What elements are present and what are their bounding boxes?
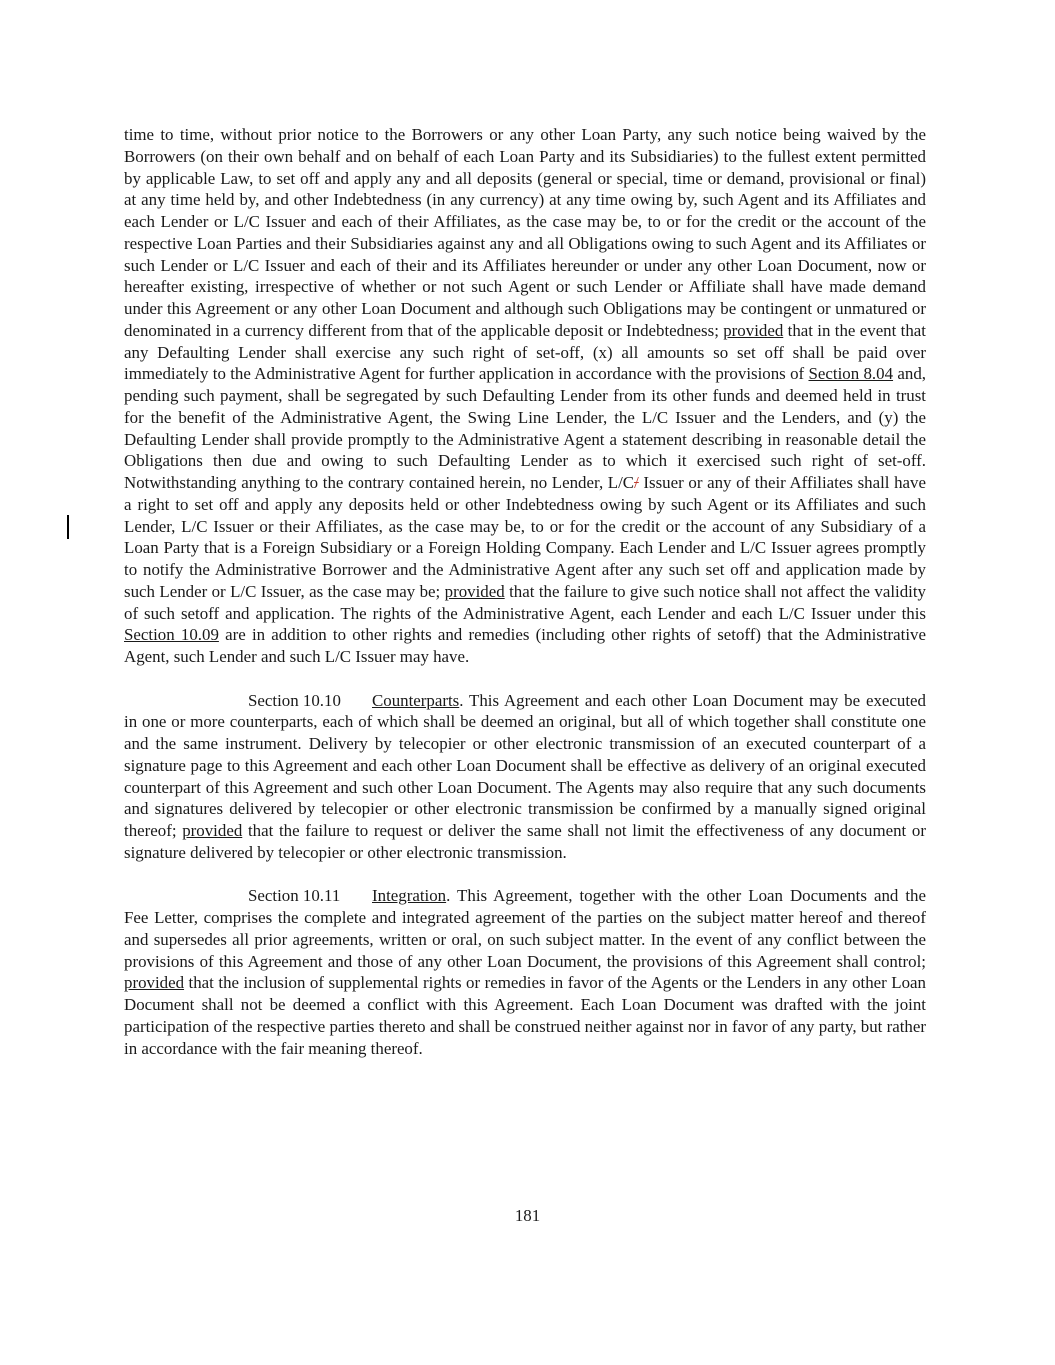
text-segment: and, pending such payment, shall be segregated by such Defaulting Lender from its other funds and deemed held in trust for the benefit of the Administrative Agent, the Swing Line Lender, the L/C Issuer and the Lenders, and (y) the Defaulting Lender shall provide promptly to the Administrative Agent a statement describing in reasonable detail the Obligations then due and owing to such Defaulting Lender as to which it exercised such right of set-off. Notwithstanding anything to the contrary contained herein, no Lender, L/C [124,364,926,492]
section-reference: Section 8.04 [808,364,894,384]
deleted-mark: / [634,473,639,492]
text-segment: . This Agreement, together with the other Loan Documents and the Fee Letter, comprises the complete and integrated agreement of the parties on the subject matter hereof and thereof and supersedes all prior agreements, written or oral, on such subject matter. In the event of any conflict between the provisions of this Agreement and those of any other Loan Document, the provisions of this Agreement shall control; [124,886,926,971]
text-segment: Issuer or any of their Affiliates shall have a right to set off and apply any deposits held or other Indebtedness owing by such Agent or its Affiliates and such Lender, L/C Issuer or their Affiliates, as the case may be, to or for the credit or the account of any Subsidiary of a Loan Party that is a Foreign Subsidiary or a Foreign Holding Company. Each Lender and L/C Issuer agrees promptly to notify the Administrative Borrower and the Administrative Agent after any such set off and application made by such Lender or L/C Issuer, as the case may be; [124,473,926,601]
provided-term: provided [444,581,505,601]
paragraph-section-10-11 [124,885,926,1059]
document-body [124,124,926,1059]
provided-term: provided [124,973,185,993]
revision-change-bar [67,515,69,539]
text-segment: are in addition to other rights and remedies (including other rights of setoff) that the Administrative Agent, such Lender and such L/C Issuer may have. [124,625,927,666]
paragraph-setoff [124,124,926,668]
section-reference: Section 10.09 [124,625,219,645]
section-number: Section 10.11 [248,886,341,906]
text-segment: that the failure to request or deliver the same shall not limit the effectiveness of any document or signature delivered by telecopier or other electronic transmission. [124,821,926,862]
section-heading: Integration [372,886,447,906]
page-number: 181 [514,1206,541,1225]
text-segment: time to time, without prior notice to the Borrowers or any other Loan Party, any such notice being waived by the Borrowers (on their own behalf and on behalf of each Loan Party and its Subsidiaries) to the fullest extent permitted by applicable Law, to set off and apply any and all deposits (general or special, time or demand, provisional or final) at any time held by, and other Indebtedness (in any currency) at any time owing by, such Agent and its Affiliates and each Lender or L/C Issuer and each of their Affiliates, as the case may be, to or for the credit or the account of the respective Loan Parties and their Subsidiaries against any and all Obligations owing to such Agent and its Affiliates or such Lender or L/C Issuer and each of their and its Affiliates hereunder or under any other Loan Document, now or hereafter existing, irrespective of whether or not such Agent or such Lender or Affiliate shall have made demand under this Agreement or any other Loan Document and although such Obligations may be contingent or unmatured or denominated in a currency different from that of the applicable deposit or Indebtedness; [124,125,926,340]
section-number: Section 10.10 [248,690,341,710]
text-segment: that the inclusion of supplemental rights or remedies in favor of the Agents or the Lenders in any other Loan Document shall not be deemed a conflict with this Agreement. Each Loan Document was drafted with the joint participation of the respective parties thereto and shall be construed neither against nor in favor of any party, but rather in accordance with the fair meaning thereof. [124,973,926,1058]
text-segment: . This Agreement and each other Loan Document may be executed in one or more counterparts, each of which shall be deemed an original, but all of which together shall constitute one and the same instrument. Delivery by telecopier or other electronic transmission of an executed counterpart of a signature page to this Agreement and each other Loan Document shall be effective as delivery of an original executed counterpart of this Agreement and such other Loan Document. The Agents may also require that any such documents and signatures delivered by telecopier or other electronic transmission be confirmed by a manually signed original thereof; [124,690,926,840]
text-segment: that the failure to give such notice shall not affect the validity of such setoff and application. The rights of the Administrative Agent, each Lender and each L/C Issuer under this [124,581,926,623]
section-heading: Counterparts [372,690,460,710]
text-segment: that in the event that any Defaulting Lender shall exercise any such right of set-off, (x) all amounts so set off shall be paid over immediately to the Administrative Agent for further application in accordance with the provisions of [124,320,926,384]
provided-term: provided [182,821,243,840]
provided-term: provided [723,320,784,340]
paragraph-section-10-10 [124,690,926,864]
